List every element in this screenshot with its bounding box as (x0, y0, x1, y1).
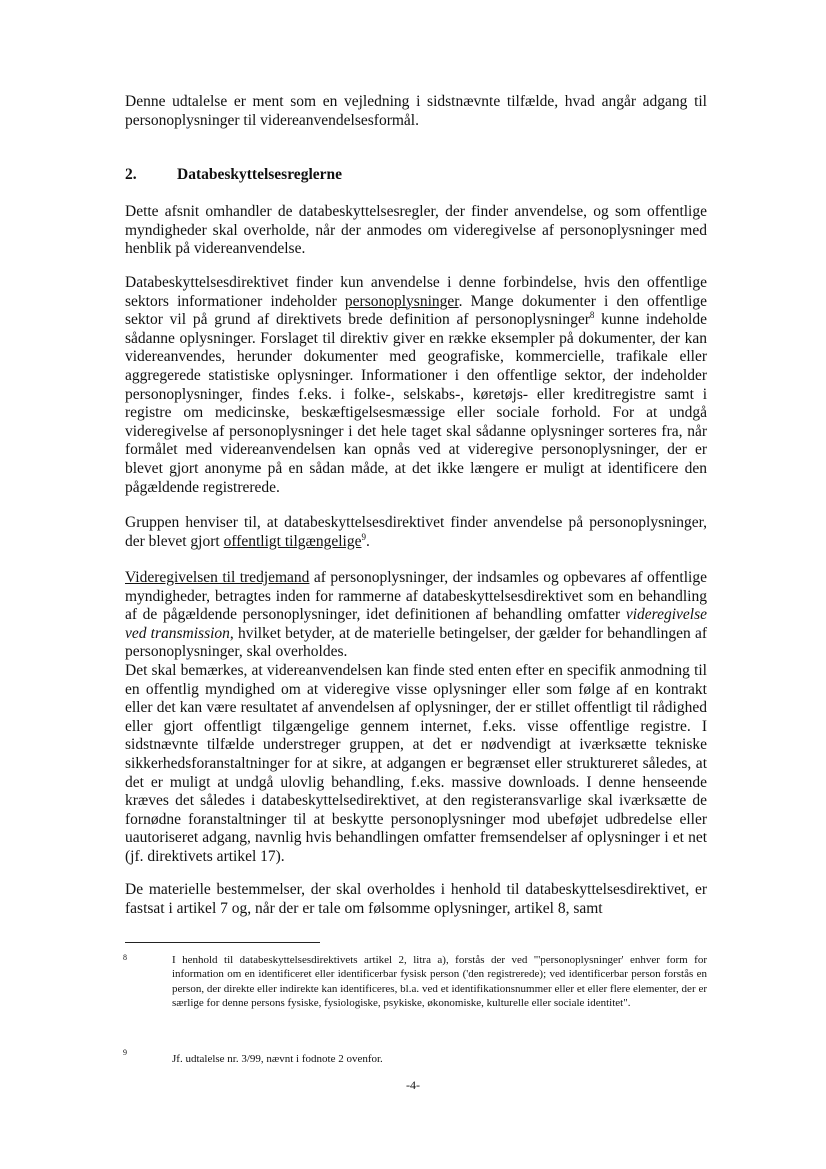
paragraph-3-text-b: . (365, 532, 370, 550)
paragraph-3-text-a: Gruppen henviser til, at databeskyttelsesdirektivet finder anvendelse på personoplysninger, der blevet gjort (125, 514, 707, 550)
paragraph-2-text-b: . Mange dokumenter i den offentlige sektor vil på grund af direktivets brede definition af personoplysninger (125, 292, 708, 329)
footnote-ref-8[interactable]: 8 (589, 310, 595, 321)
paragraph-2-text-c: kunne indeholde sådanne oplysninger. Forslaget til direktiv giver en række eksempler på dokumenter, der kan videreanvendes, herunder dokumenter med geografiske, kommercielle, trafikale eller aggregerede statistiske oplysninger. Informationer i den offentlige sektor, der indeholder personoplysninger, findes f.eks. i folke-, selskabs-, køretøjs- eller kreditregistre samt i registre om medicinske, beskæftigelsesmæssige eller sociale forhold. For at undgå videregivelse af personoplysninger i det hele taget skal sådanne oplysninger sorteres fra, når formålet med videreanvendelsen kan opnås ved at videregive personoplysninger, der er blevet gjort anonyme på en sådan måde, at det ikke længere er muligt at identificere den pågældende registrerede. (125, 311, 707, 496)
footnote-9-mark: 9 (123, 1048, 127, 1057)
section-heading (125, 166, 342, 184)
footnote-9-text: Jf. udtalelse nr. 3/99, nævnt i fodnote 2 ovenfor. (172, 1053, 383, 1065)
paragraph-4 (125, 569, 707, 867)
paragraph-1 (125, 203, 707, 259)
intro-text: Denne udtalelse er ment som en vejledning i sidstnævnte tilfælde, hvad angår adgang til personoplysninger til videreanvendelsesformål. (125, 93, 707, 129)
paragraph-4-text-a: af personoplysninger, der indsamles og opbevares af offentlige myndigheder, betragtes inden for rammerne af databeskyttelsesdirektivet som en behandling af de pågældende personoplysninger, idet definitionen af behandling omfatter (125, 569, 707, 624)
footnote-8-mark: 8 (123, 953, 127, 962)
paragraph-2 (125, 274, 707, 497)
italic-term: videregivelse ved transmission (125, 606, 707, 642)
section-title: Databeskyttelsesreglerne (177, 166, 343, 183)
paragraph-2-text-a: Databeskyttelsesdirektivet finder kun anvendelse i denne forbindelse, hvis den offentlige sektors informationer indeholder (125, 274, 707, 310)
paragraph-6-text: De materielle bestemmelser, der skal overholdes i henhold til databeskyttelsesdirektivet, er fastsat i artikel 7 og, når der er tale om følsomme oplysninger, artikel 8, samt (125, 881, 707, 917)
footnote-divider (125, 942, 320, 943)
paragraph-4-text-b: , hvilket betyder, at de materielle betingelser, der gælder for behandlingen af personoplysninger, skal overholdes. (125, 624, 707, 661)
footnote-ref-9[interactable]: 9 (361, 531, 366, 542)
footnote-8-text: I henhold til databeskyttelsesdirektivets artikel 2, litra a), forstås der ved "'personoplysninger' enhver form for information om en identificeret eller identificerbar fysisk person ('den registrerede); ved identificerbar person forstås en person, der direkte eller indirekte kan identificeres, bl.a. ved et identifikationsnummer eller et eller flere elementer, der er særlige for denne persons fysiske, fysiologiske, psykiske, økonomiske, kulturelle eller sociale identitet". (172, 954, 707, 1010)
underlined-term-videregivelsen: Videregivelsen til tredjemand (125, 569, 310, 586)
underlined-term-personoplysninger: personoplysninger (344, 292, 459, 310)
paragraph-3 (125, 514, 707, 551)
underlined-term-offentligt-tilgaengelige: offentligt tilgængelige (223, 532, 362, 550)
intro-paragraph (125, 93, 707, 130)
paragraph-5-text: Det skal bemærkes, at videreanvendelsen kan finde sted enten efter en specifik anmodning til en offentlig myndighed om at videregive visse oplysninger eller som følge af en kontrakt eller det kan være resultatet af anvendelsen af oplysninger, der er stillet offentligt til rådighed eller gjort offentligt tilgængelige gennem internet, f.eks. visse offentlige registre. I sidstnævnte tilfælde understreger gruppen, at det er nødvendigt at iværksætte tekniske sikkerhedsforanstaltninger for at sikre, at adgangen er begrænset eller struktureret således, at det er muligt at undgå ulovlig behandling, f.eks. massive downloads. I denne henseende kræves det således i databeskyttelsedirektivet, at den registeransvarlige skal iværksætte de fornødne foranstaltninger til at beskytte personoplysninger mod ubeføjet udbredelse eller uautoriseret adgang, navnlig hvis behandlingen omfatter fremsendelser af oplysninger i et net (jf. direktivets artikel 17). (125, 661, 707, 865)
paragraph-6 (125, 881, 707, 918)
paragraph-1-text: Dette afsnit omhandler de databeskyttelsesregler, der finder anvendelse, og som offentlige myndigheder skal overholde, når der anmodes om videregivelse af personoplysninger med henblik på videreanvendelse. (125, 203, 707, 258)
section-number: 2. (125, 166, 137, 183)
page-number: -4- (406, 1078, 420, 1092)
